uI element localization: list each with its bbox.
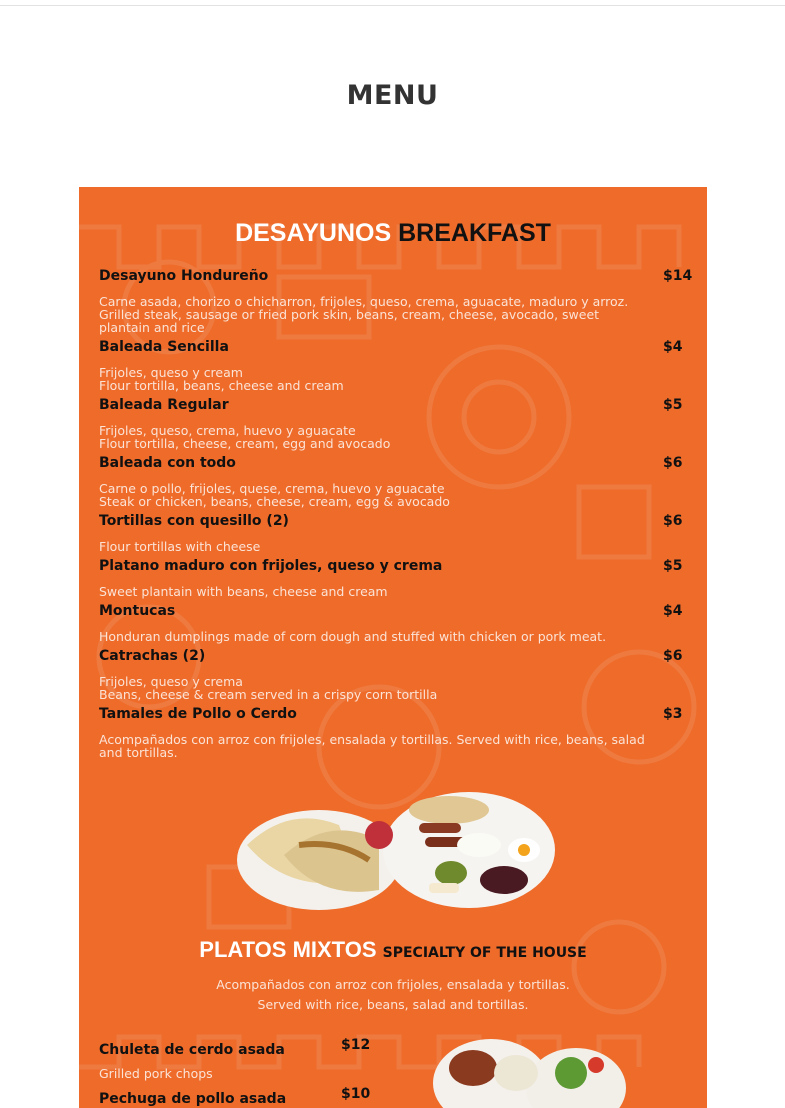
item-price: $4 [663,339,683,355]
item-description [99,482,651,508]
top-divider [0,5,785,6]
item-description [99,733,651,759]
item-description [99,630,651,643]
item-price: $10 [341,1086,371,1102]
item-price: $12 [341,1037,371,1053]
item-name: Catrachas (2) [99,648,206,664]
item-name: Tamales de Pollo o Cerdo [99,706,297,722]
item-description [99,295,651,334]
item-desc-es: Frijoles, queso y crema [99,674,243,689]
item-desc-en: Flour tortilla, beans, cheese and cream [99,378,344,393]
specialty-heading [79,937,707,963]
specialty-note-en: Served with rice, beans, salad and tortillas. [257,997,529,1012]
item-price: $14 [663,268,693,284]
item-description [99,675,651,701]
item-desc-es: Carne o pollo, frijoles, quese, crema, huevo y aguacate [99,481,445,496]
breakfast-heading-es: DESAYUNOS [235,219,392,247]
item-desc-en: Sweet plantain with beans, cheese and cream [99,584,388,599]
item-name: Tortillas con quesillo (2) [99,513,289,529]
item-desc-es: Frijoles, queso, crema, huevo y aguacate [99,423,356,438]
item-description [99,585,651,598]
page-title: MENU [346,80,439,111]
item-price: $6 [663,513,683,529]
item-name: Baleada Regular [99,397,229,413]
item-desc-es: Frijoles, queso y cream [99,365,243,380]
item-desc-en: Flour tortillas with cheese [99,539,261,554]
item-price: $3 [663,706,683,722]
item-name: Baleada con todo [99,455,236,471]
breakfast-heading-en: BREAKFAST [398,219,551,247]
item-description [99,424,651,450]
item-description [99,366,651,392]
item-desc-en: Honduran dumplings made of corn dough and stuffed with chicken or pork meat. [99,629,607,644]
specialty-heading-en: SPECIALTY OF THE HOUSE [382,945,587,961]
item-name: Platano maduro con frijoles, queso y crema [99,558,443,574]
item-price: $5 [663,397,683,413]
breakfast-heading [79,219,707,248]
specialty-food-image [431,1033,631,1108]
item-name: Chuleta de cerdo asada [99,1042,285,1058]
item-desc-es: Carne asada, chorizo o chicharron, frijoles, queso, crema, aguacate, maduro y arroz. [99,294,629,309]
item-name: Pechuga de pollo asada [99,1091,287,1107]
item-name: Desayuno Hondureño [99,268,269,284]
item-name: Montucas [99,603,176,619]
specialty-heading-es: PLATOS MIXTOS [199,937,377,962]
item-price: $6 [663,648,683,664]
item-desc-en: Flour tortilla, cheese, cream, egg and avocado [99,436,391,451]
breakfast-food-image [229,785,559,915]
item-price: $5 [663,558,683,574]
specialty-note-es: Acompañados con arroz con frijoles, ensalada y tortillas. [216,977,570,992]
item-desc-en: Steak or chicken, beans, cheese, cream, egg & avocado [99,494,450,509]
item-desc-en: Grilled steak, sausage or fried pork skin, beans, cream, cheese, avocado, sweet plantain and rice [99,307,600,335]
item-description: Grilled pork chops [99,1066,213,1081]
item-desc-en: Beans, cheese & cream served in a crispy corn tortilla [99,687,438,702]
item-description [99,540,651,553]
item-price: $6 [663,455,683,471]
menu-panel [79,187,707,1108]
item-name: Baleada Sencilla [99,339,229,355]
item-price: $4 [663,603,683,619]
item-desc-en: Acompañados con arroz con frijoles, ensalada y tortillas. Served with rice, beans, salad and tortillas. [99,732,645,760]
